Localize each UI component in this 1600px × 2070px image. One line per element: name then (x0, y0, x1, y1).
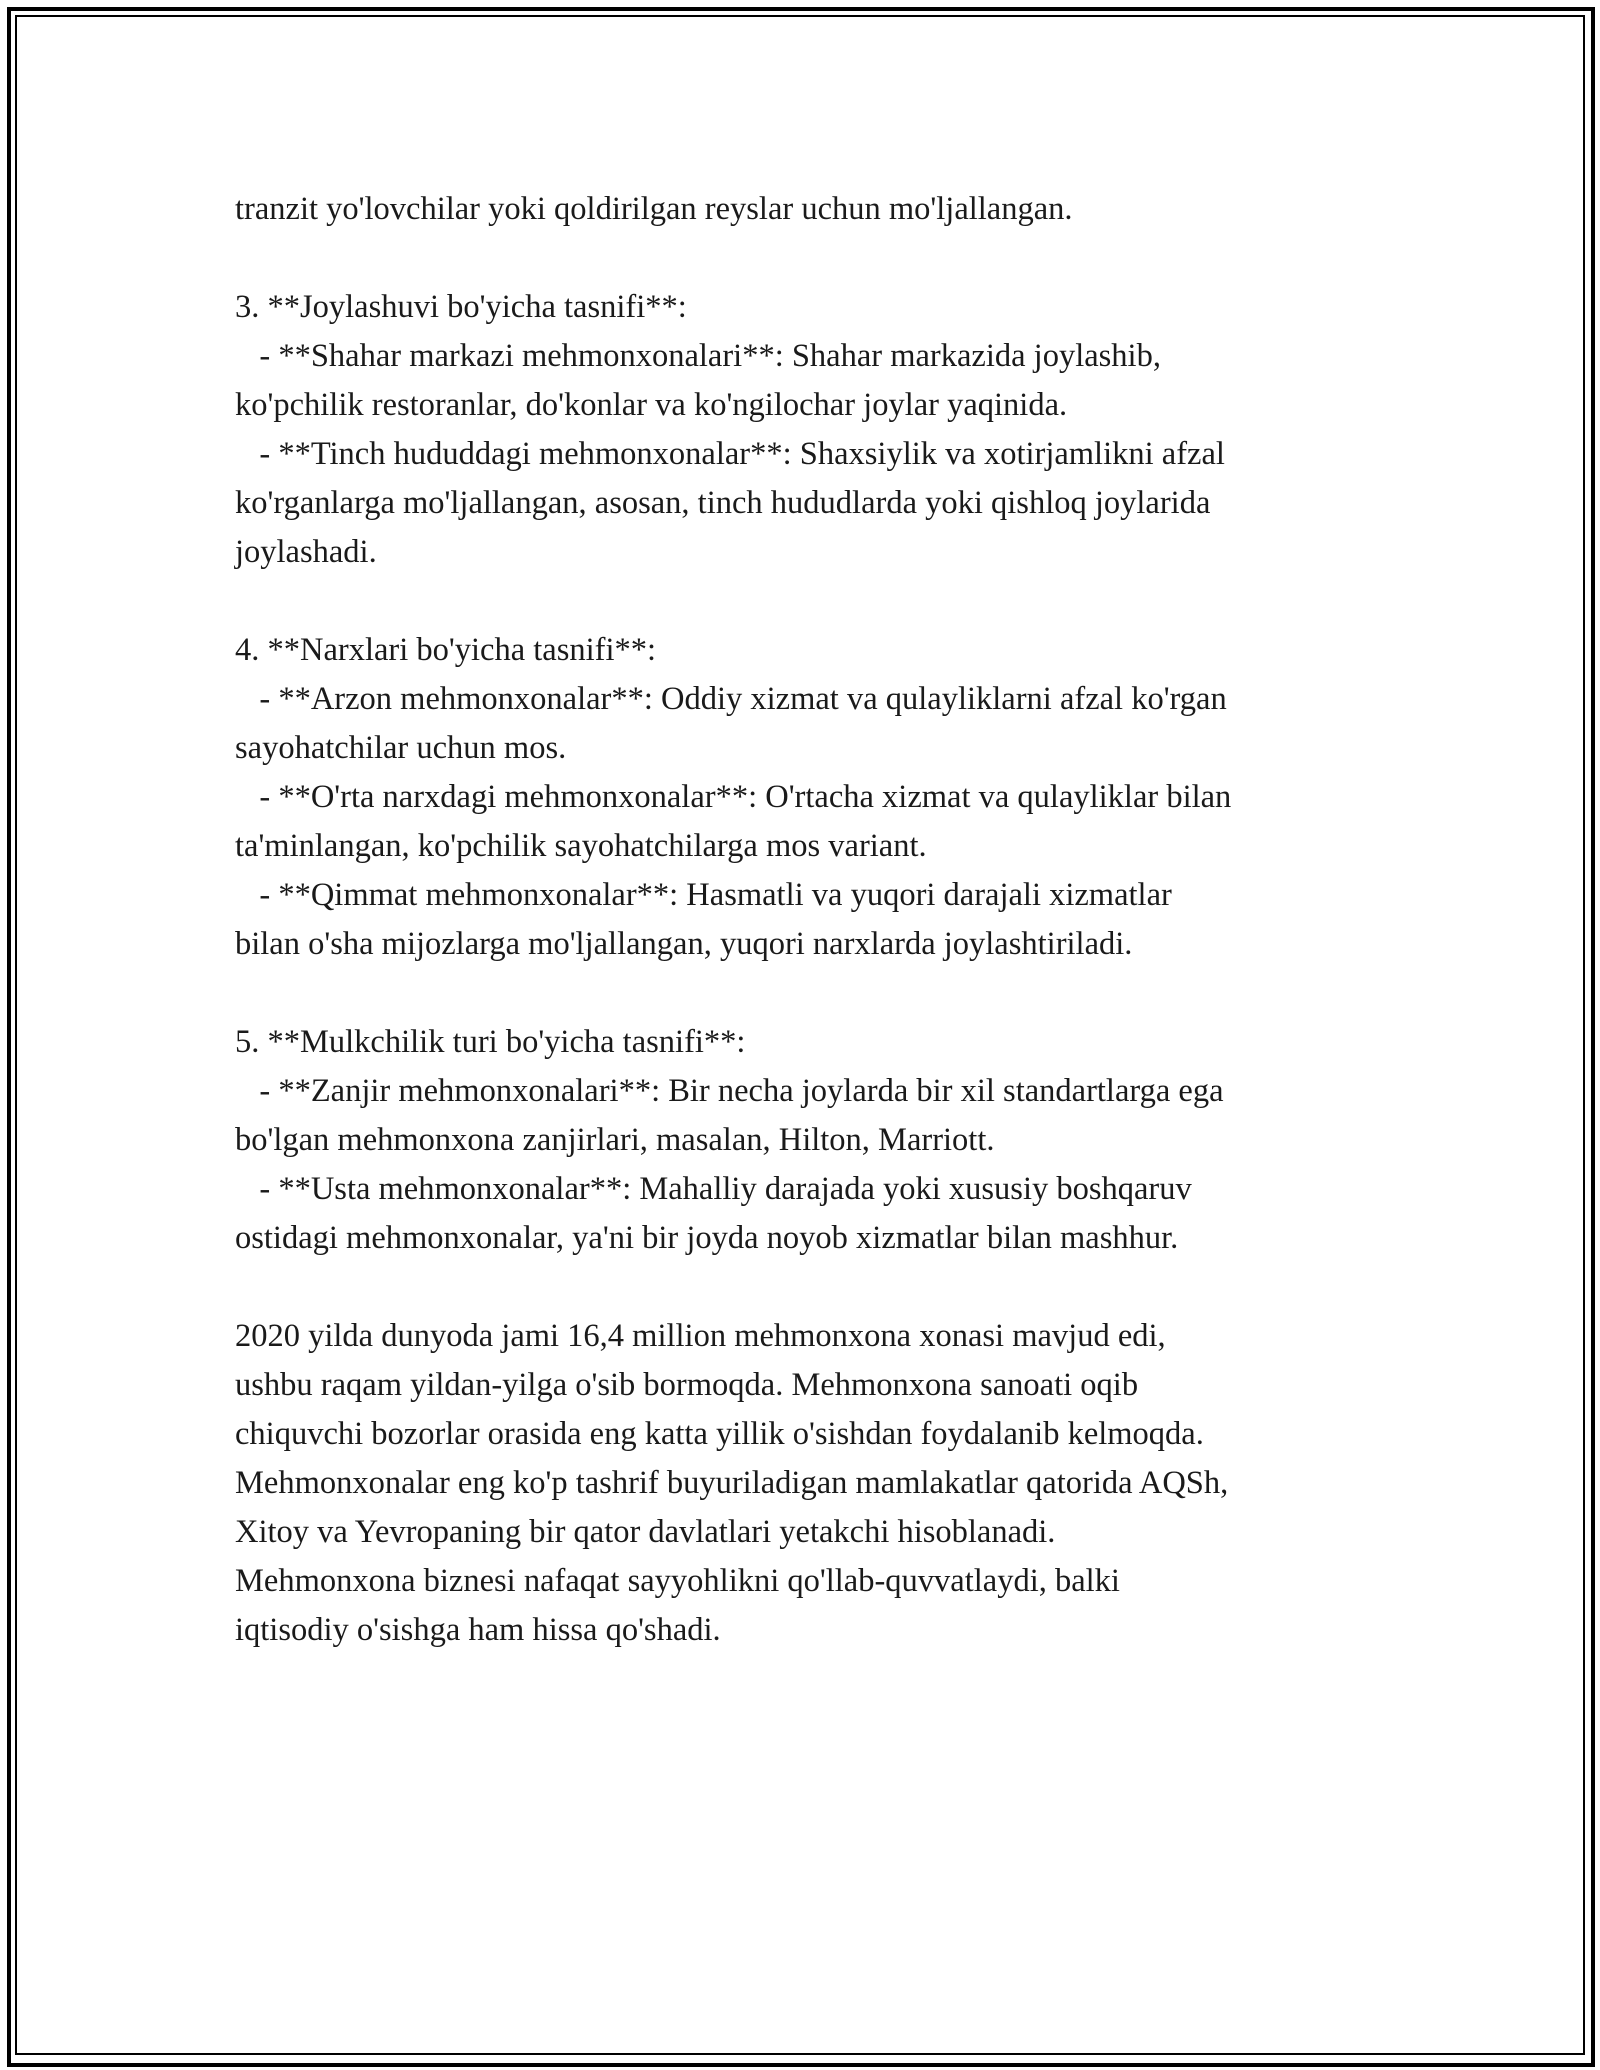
list-item-line: - **Zanjir mehmonxonalari**: Bir necha joylarda bir xil standartlarga ega (235, 1073, 1224, 1109)
section-heading: 5. **Mulkchilik turi bo'yicha tasnifi**: (235, 1024, 746, 1060)
list-item-line: ko'pchilik restoranlar, do'konlar va ko'ngilochar joylar yaqinida. (235, 387, 1068, 423)
paragraph-line: ushbu raqam yildan-yilga o'sib bormoqda. Mehmonxona sanoati oqib (235, 1367, 1139, 1403)
paragraph-gap (235, 577, 1415, 626)
paragraph-gap (235, 1263, 1415, 1312)
paragraph-line: chiquvchi bozorlar orasida eng katta yillik o'sishdan foydalanib kelmoqda. (235, 1416, 1204, 1452)
list-item-line: ko'rganlarga mo'ljallangan, asosan, tinch hududlarda yoki qishloq joylarida (235, 485, 1211, 521)
list-item-line: - **O'rta narxdagi mehmonxonalar**: O'rtacha xizmat va qulayliklar bilan (235, 779, 1232, 815)
section-heading: 3. **Joylashuvi bo'yicha tasnifi**: (235, 289, 687, 325)
list-item-line: ta'minlangan, ko'pchilik sayohatchilarga mos variant. (235, 828, 927, 864)
document-body (235, 185, 1415, 1655)
paragraph-gap (235, 234, 1415, 283)
paragraph-line: 2020 yilda dunyoda jami 16,4 million mehmonxona xonasi mavjud edi, (235, 1318, 1166, 1354)
paragraph-gap (235, 969, 1415, 1018)
list-item-line: - **Tinch hududdagi mehmonxonalar**: Shaxsiylik va xotirjamlikni afzal (235, 436, 1225, 472)
paragraph-line: iqtisodiy o'sishga ham hissa qo'shadi. (235, 1612, 721, 1648)
list-item-line: - **Usta mehmonxonalar**: Mahalliy darajada yoki xususiy boshqaruv (235, 1171, 1192, 1207)
list-item-line: ostidagi mehmonxonalar, ya'ni bir joyda noyob xizmatlar bilan mashhur. (235, 1220, 1179, 1256)
section-price-classification (235, 626, 1415, 969)
list-item-line: bilan o'sha mijozlarga mo'ljallangan, yuqori narxlarda joylashtiriladi. (235, 926, 1133, 962)
paragraph-line: Mehmonxona biznesi nafaqat sayyohlikni qo'llab-quvvatlaydi, balki (235, 1563, 1120, 1599)
paragraph-line: Xitoy va Yevropaning bir qator davlatlari yetakchi hisoblanadi. (235, 1514, 1056, 1550)
list-item-line: - **Arzon mehmonxonalar**: Oddiy xizmat va qulayliklarni afzal ko'rgan (235, 681, 1227, 717)
section-ownership-classification (235, 1018, 1415, 1263)
section-location-classification (235, 283, 1415, 577)
list-item-line: - **Shahar markazi mehmonxonalari**: Shahar markazida joylashib, (235, 338, 1161, 374)
list-item-line: - **Qimmat mehmonxonalar**: Hasmatli va yuqori darajali xizmatlar (235, 877, 1172, 913)
list-item-line: joylashadi. (235, 534, 377, 570)
section-heading: 4. **Narxlari bo'yicha tasnifi**: (235, 632, 657, 668)
intro-line: tranzit yo'lovchilar yoki qoldirilgan reyslar uchun mo'ljallangan. (235, 191, 1073, 227)
paragraph-line: Mehmonxonalar eng ko'p tashrif buyuriladigan mamlakatlar qatorida AQSh, (235, 1465, 1229, 1501)
list-item-line: sayohatchilar uchun mos. (235, 730, 567, 766)
closing-paragraph (235, 1312, 1415, 1655)
list-item-line: bo'lgan mehmonxona zanjirlari, masalan, Hilton, Marriott. (235, 1122, 995, 1158)
